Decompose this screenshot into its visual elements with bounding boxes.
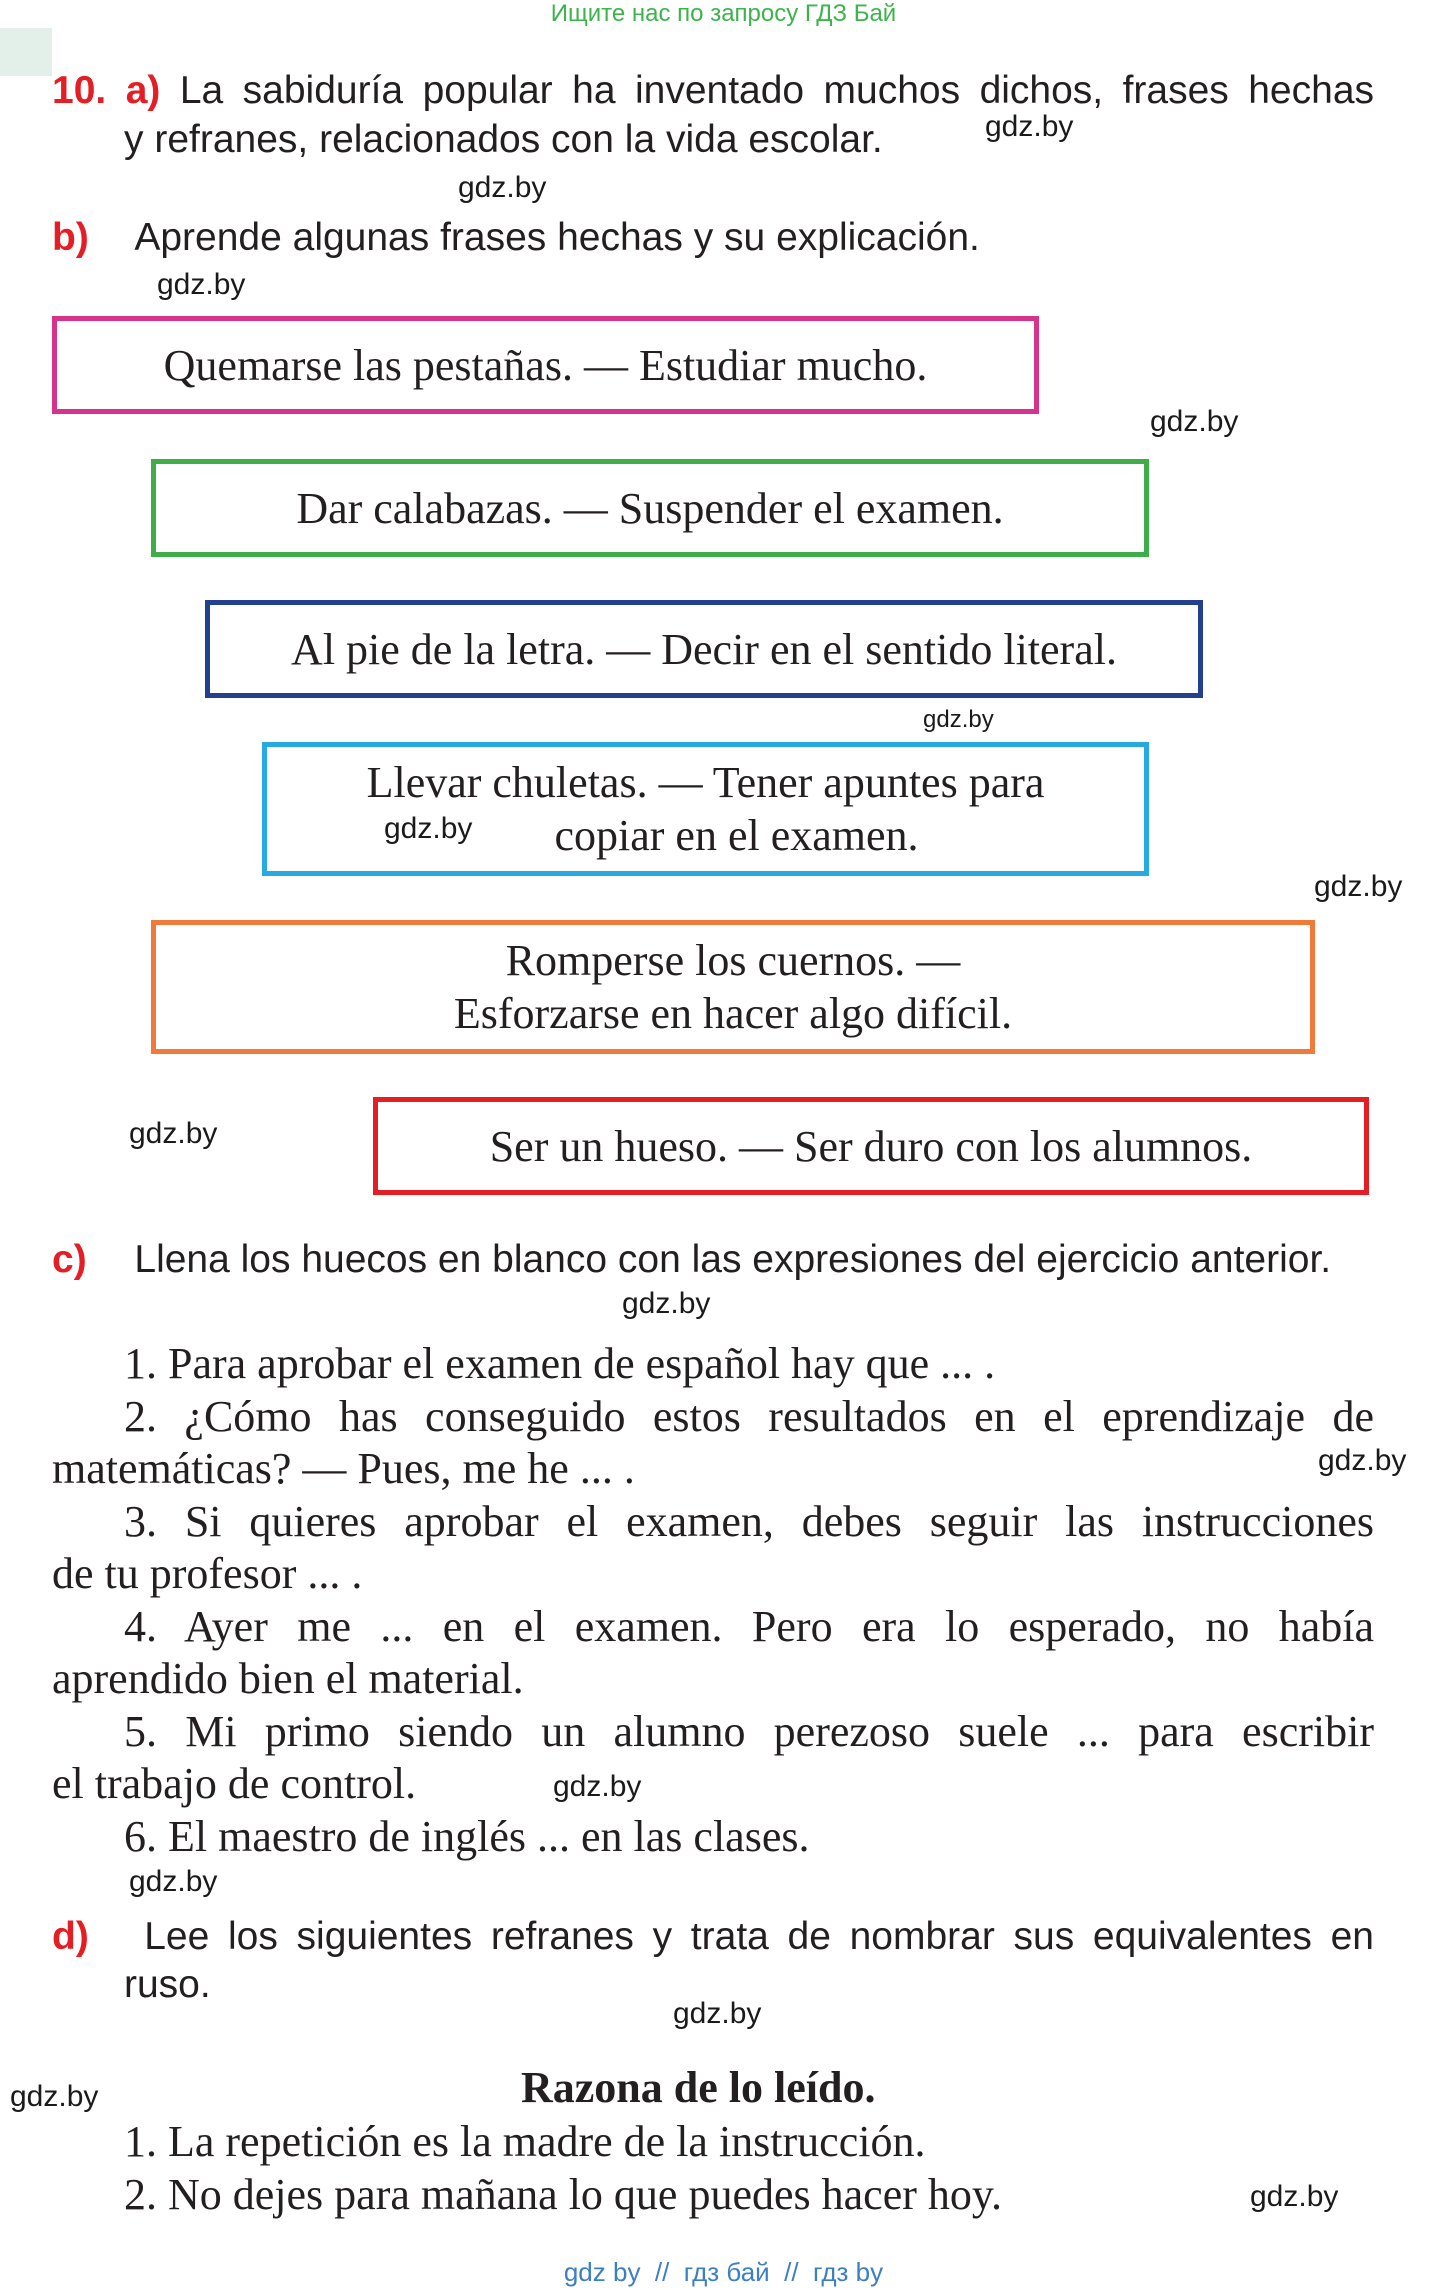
saying-2: 2. No dejes para mañana lo que puedes hacer hoy. bbox=[124, 2169, 1003, 2219]
task-a-text-2: y refranes, relacionados con la vida escolar. bbox=[124, 118, 883, 161]
sentence-4-line2: aprendido bien el material. bbox=[52, 1654, 524, 1703]
watermark: gdz.by bbox=[1314, 870, 1403, 903]
task-a-text-1: La sabiduría popular ha inventado muchos dichos, frases hechas bbox=[179, 69, 1375, 112]
task-d-line1 bbox=[52, 1913, 1374, 1961]
sentence-5-line1: 5. Mi primo siendo un alumno perezoso suele ... para escribir bbox=[124, 1706, 1374, 1756]
task-c bbox=[52, 1236, 1331, 1284]
sentence-4-line1: 4. Ayer me ... en el examen. Pero era lo esperado, no había bbox=[124, 1601, 1374, 1651]
part-a-label: a) bbox=[125, 69, 161, 112]
phrase-text: Quemarse las pestañas. — Estudiar mucho. bbox=[163, 340, 928, 390]
watermark: gdz.by bbox=[458, 171, 547, 204]
sentence-6: 6. El maestro de inglés ... en las clases. bbox=[124, 1811, 810, 1861]
phrase-text-line2: Esforzarse en hacer algo difícil. bbox=[453, 989, 1013, 1038]
phrase-text-line1: Romperse los cuernos. — bbox=[505, 936, 961, 985]
watermark: gdz.by bbox=[622, 1287, 711, 1320]
phrase-box-pink bbox=[52, 316, 1039, 414]
watermark: gdz.by bbox=[985, 110, 1074, 143]
task-b bbox=[52, 214, 980, 262]
phrase-text: Dar calabazas. — Suspender el examen. bbox=[296, 483, 1004, 533]
phrase-text-line2: copiar en el examen. bbox=[554, 811, 919, 860]
sentence-3-line1: 3. Si quieres aprobar el examen, debes seguir las instrucciones bbox=[124, 1496, 1374, 1546]
fill-blank-sentences bbox=[52, 1338, 1374, 1863]
watermark: gdz.by bbox=[1150, 405, 1239, 438]
phrase-text: Al pie de la letra. — Decir en el sentido literal. bbox=[291, 624, 1117, 674]
corner-decoration bbox=[0, 28, 52, 76]
phrase-text-line1: Llevar chuletas. — Tener apuntes para bbox=[366, 758, 1045, 807]
watermark: gdz.by bbox=[553, 1770, 642, 1803]
phrase-box-navy bbox=[205, 600, 1203, 698]
watermark: gdz.by bbox=[129, 1865, 218, 1898]
watermark: gdz.by bbox=[157, 268, 246, 301]
part-b-label: b) bbox=[52, 216, 89, 259]
sentence-3-line2: de tu profesor ... . bbox=[52, 1549, 363, 1598]
saying-1: 1. La repetición es la madre de la instrucción. bbox=[124, 2117, 926, 2166]
phrase-box-cyan bbox=[262, 742, 1149, 876]
watermark: gdz.by bbox=[673, 1997, 762, 2030]
watermark: gdz.by bbox=[129, 1117, 218, 1150]
task-a-line1 bbox=[52, 67, 1374, 115]
phrase-box-green bbox=[151, 459, 1149, 557]
footer-watermark: gdz by // гдз бай // гдз by bbox=[563, 2257, 884, 2287]
watermark: gdz.by bbox=[384, 812, 473, 845]
top-banner: Ищите нас по запросу ГДЗ Бай bbox=[550, 0, 897, 27]
sentence-5-line2: el trabajo de control. bbox=[52, 1759, 417, 1808]
part-c-label: c) bbox=[52, 1238, 87, 1281]
part-d-label: d) bbox=[52, 1915, 89, 1958]
task-d-text-1: Lee los siguientes refranes y trata de nombrar sus equivalentes en bbox=[144, 1915, 1374, 1958]
phrase-box-red bbox=[373, 1097, 1369, 1195]
watermark: gdz.by bbox=[923, 706, 994, 733]
sayings-title: Razona de lo leído. bbox=[521, 2063, 876, 2112]
watermark: gdz.by bbox=[1318, 1444, 1407, 1477]
phrase-box-orange bbox=[151, 920, 1315, 1054]
sentence-2-line1: 2. ¿Cómo has conseguido estos resultados en el eprendizaje de bbox=[124, 1391, 1374, 1441]
phrase-text: Ser un hueso. — Ser duro con los alumnos. bbox=[489, 1121, 1253, 1171]
sayings-list bbox=[52, 2116, 1374, 2221]
task-number: 10. bbox=[52, 69, 107, 112]
task-c-text: Llena los huecos en blanco con las expresiones del ejercicio anterior. bbox=[134, 1238, 1332, 1281]
watermark: gdz.by bbox=[1250, 2180, 1339, 2213]
task-b-text: Aprende algunas frases hechas y su explicación. bbox=[134, 216, 980, 259]
sentence-1: 1. Para aprobar el examen de español hay que ... . bbox=[124, 1339, 996, 1388]
watermark: gdz.by bbox=[10, 2080, 99, 2113]
task-d-text-2: ruso. bbox=[124, 1963, 211, 2006]
sentence-2-line2: matemáticas? — Pues, me he ... . bbox=[52, 1444, 635, 1493]
